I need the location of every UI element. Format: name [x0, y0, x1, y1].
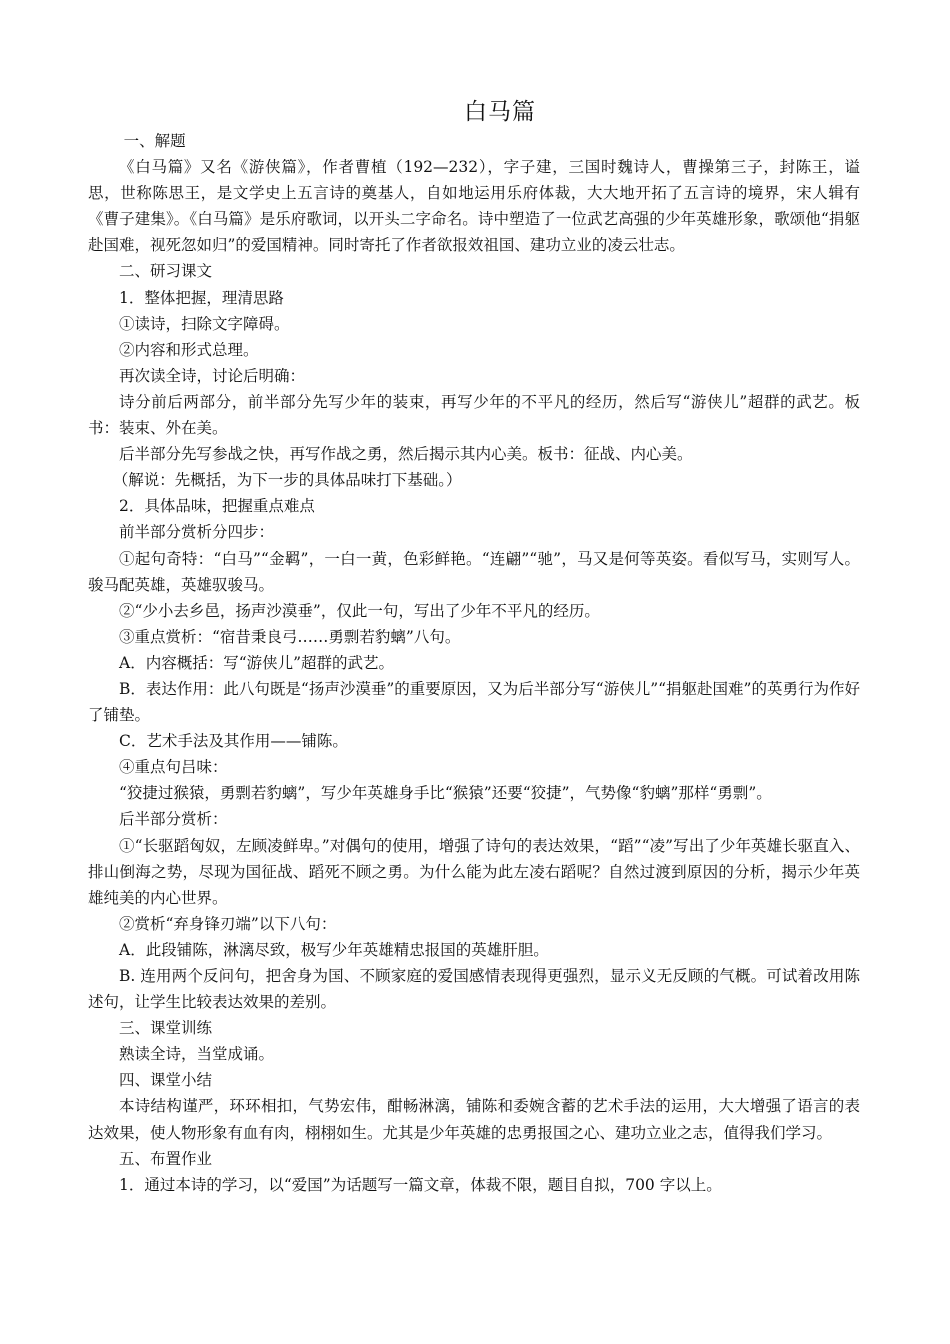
section-heading-5: 五、布置作业	[119, 1149, 213, 1168]
list-item: C．艺术手法及其作用——铺陈。	[119, 732, 348, 751]
list-item: A．此段铺陈，淋漓尽致，极写少年英雄精忠报国的英雄肝胆。	[119, 940, 549, 959]
paragraph: ②“少小去乡邑，扬声沙漠垂”，仅此一句，写出了少年不平凡的经历。	[119, 601, 600, 620]
paragraph: 熟读全诗，当堂成诵。	[119, 1045, 275, 1064]
document-body	[88, 128, 860, 1198]
paragraph: ③重点赏析：“宿昔秉良弓……勇剽若豹螭”八句。	[119, 627, 461, 646]
paragraph: ④重点句吕味：	[119, 758, 228, 777]
section-heading-4: 四、课堂小结	[119, 1071, 213, 1090]
paragraph: 本诗结构谨严，环环相扣，气势宏伟，酣畅淋漓，铺陈和委婉含蓄的艺术手法的运用，大大增强了语言的表达效果，使人物形象有血有肉，栩栩如生。尤其是少年英雄的忠勇报国之心、建功立业之志，值得我们学习。	[88, 1097, 860, 1142]
document-title: 白马篇	[464, 99, 536, 125]
list-item: A．内容概括：写“游侠儿”超群的武艺。	[119, 653, 395, 672]
paragraph: 后半部分先写参战之快，再写作战之勇，然后揭示其内心美。板书：征战、内心美。	[119, 445, 693, 464]
paragraph-note: （解说：先概括，为下一步的具体品味打下基础。）	[112, 471, 462, 490]
paragraph-intro: 《白马篇》又名《游侠篇》，作者曹植（192—232），字子建，三国时魏诗人，曹操第三子，封陈王，谥思，世称陈思王，是文学史上五言诗的奠基人，自如地运用乐府体裁，大大地开拓了五言诗的境界，宋人辑有《曹子建集》。《白马篇》是乐府歌词，以开头二字命名。诗中塑造了一位武艺高强的少年英雄形象，歌颂他“捐躯赴国难，视死忽如归”的爱国精神。同时寄托了作者欲报效祖国、建功立业的凌云壮志。	[88, 158, 860, 255]
paragraph: 后半部分赏析：	[119, 810, 228, 829]
list-item: ②内容和形式总理。	[119, 340, 259, 359]
subheading-1: 1．整体把握，理清思路	[119, 288, 284, 307]
paragraph: ①起句奇特：“白马”“金羁”，一白一黄，色彩鲜艳。“连翩”“驰”，马又是何等英姿。看似写马，实则写人。骏马配英雄，英雄驭骏马。	[88, 549, 860, 594]
section-heading-2: 二、研习课文	[119, 262, 213, 281]
paragraph-homework: 1．通过本诗的学习，以“爱国”为话题写一篇文章，体裁不限，题目自拟，700 字以上。	[119, 1175, 722, 1194]
paragraph: 再次读全诗，讨论后明确：	[119, 366, 306, 385]
paragraph: 前半部分赏析分四步：	[119, 523, 275, 542]
list-item: B. 连用两个反问句，把舍身为国、不顾家庭的爱国感情表现得更强烈，显示义无反顾的气概。可试着改用陈述句，让学生比较表达效果的差别。	[88, 967, 860, 1012]
list-item: B．表达作用：此八句既是“扬声沙漠垂”的重要原因，又为后半部分写“游侠儿”“捐躯赴国难”的英勇行为作好了铺垫。	[88, 679, 860, 725]
section-heading-3: 三、课堂训练	[119, 1019, 213, 1038]
paragraph: ②赏析“弃身锋刃端”以下八句：	[119, 914, 337, 933]
list-item: ①读诗，扫除文字障碍。	[119, 314, 290, 333]
section-heading-1: 一、解题	[123, 132, 186, 150]
paragraph: 诗分前后两部分，前半部分先写少年的装束，再写少年的不平凡的经历，然后写“游侠儿”超群的武艺。板书：装束、外在美。	[88, 392, 860, 438]
subheading-2: 2．具体品味，把握重点难点	[119, 497, 315, 516]
paragraph: “狡捷过猴猿，勇剽若豹螭”，写少年英雄身手比“猴猿”还要“狡捷”，气势像“豹螭”那样“勇剽”。	[119, 784, 772, 803]
paragraph: ①“长驱蹈匈奴，左顾凌鲜卑。”对偶句的使用，增强了诗句的表达效果，“蹈”“凌”写出了少年英雄长驱直入、排山倒海之势，尽现为国征战、蹈死不顾之勇。为什么能为此左凌右蹈呢？自然过渡到原因的分析，揭示少年英雄纯美的内心世界。	[88, 836, 860, 907]
